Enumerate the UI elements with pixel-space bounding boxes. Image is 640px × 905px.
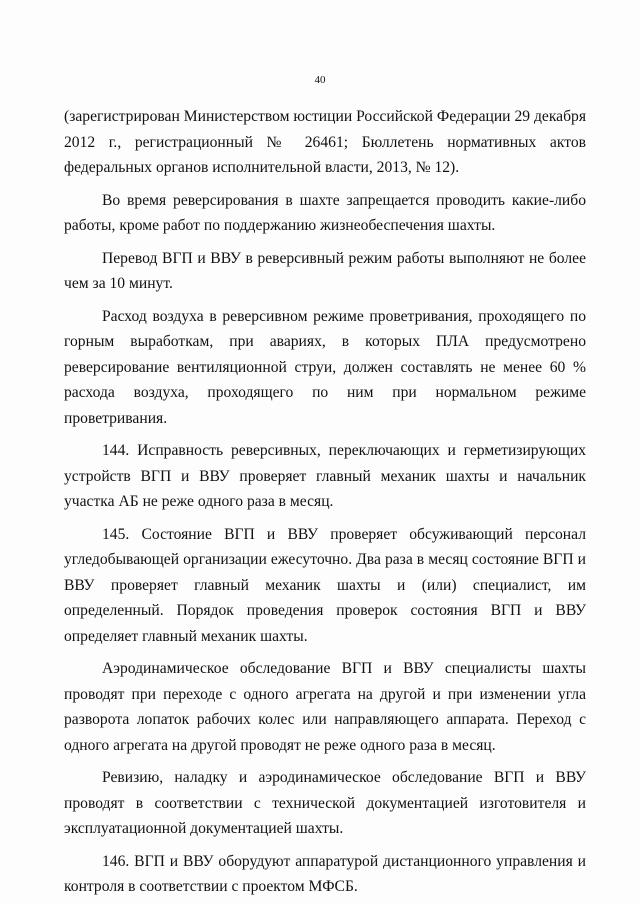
paragraph-144: 144. Исправность реверсивных, переключающих и герметизирующих устройств ВГП и ВВУ проверяет главный механик шахты и начальник участка АБ не реже одного раза в месяц. — [64, 442, 586, 510]
paragraph-146: 146. ВГП и ВВУ оборудуют аппаратурой дистанционного управления и контроля в соответствии с проектом МФСБ. — [64, 852, 586, 895]
paragraph-aerodynamic-survey: Аэродинамическое обследование ВГП и ВВУ специалисты шахты проводят при переходе с одного агрегата на другой и при изменении угла разворота лопаток рабочих колес или направляющего аппарата. Переход с одного агрегата на другой проводят не реже одного раза в месяц. — [64, 660, 586, 754]
paragraph-reversing-work-ban: Во время реверсирования в шахте запрещается проводить какие-либо работы, кроме работ по поддержанию жизнеобеспечения шахты. — [64, 191, 586, 234]
paragraph-145: 145. Состояние ВГП и ВВУ проверяет обсуживающий персонал угледобывающей организации ежесуточно. Два раза в месяц состояние ВГП и ВВУ проверяет главный механик шахты и (или) специалист, им определенный. Порядок проведения проверок состояния ВГП и ВВУ определяет главный механик шахты. — [64, 525, 586, 645]
paragraph-revision: Ревизию, наладку и аэродинамическое обследование ВГП и ВВУ проводят в соответствии с технической документацией изготовителя и эксплуатационной документацией шахты. — [64, 769, 586, 837]
paragraph-registration-note: (зарегистрирован Министерством юстиции Российской Федерации 29 декабря 2012 г., регистрационный № 26461; Бюллетень нормативных актов федеральных органов исполнительной власти, 2013, № 12). — [64, 108, 586, 176]
paragraph-reversing-time: Перевод ВГП и ВВУ в реверсивный режим работы выполняют не более чем за 10 минут. — [64, 249, 586, 292]
page-number: 40 — [314, 74, 326, 86]
document-body — [64, 104, 586, 900]
paragraph-air-flow: Расход воздуха в реверсивном режиме проветривания, проходящего по горным выработкам, при авариях, в которых ПЛА предусмотрено реверсирование вентиляционной струи, должен составлять не менее 60 % расхода воздуха, проходящего по ним при нормальном режиме проветривания. — [64, 307, 586, 427]
